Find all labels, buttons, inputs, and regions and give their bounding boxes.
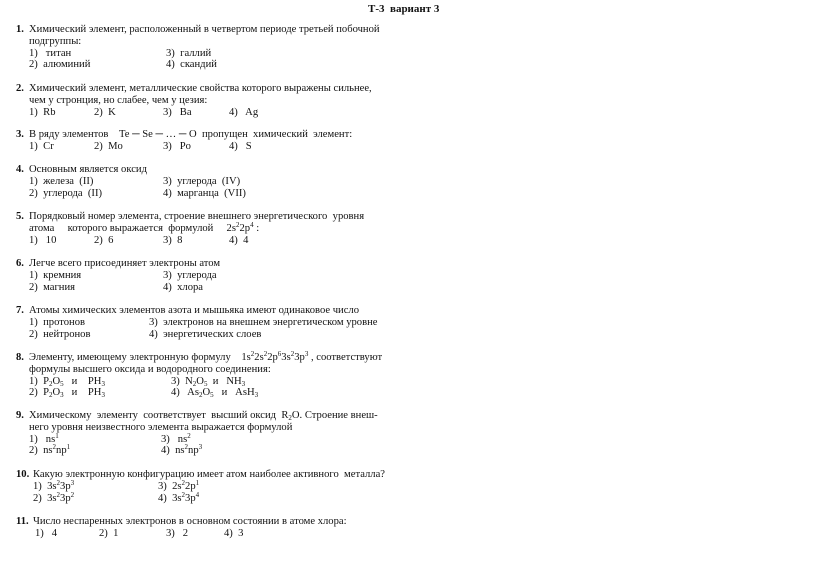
subscript: 2 bbox=[288, 414, 292, 422]
answer-option-4: 4) 3 bbox=[224, 527, 244, 539]
formula-part: 3) N bbox=[171, 375, 193, 387]
answer-option-4 bbox=[171, 387, 258, 400]
formula-part: 1) P bbox=[29, 375, 50, 387]
question-number: 9. bbox=[16, 410, 24, 421]
formula-part: O bbox=[202, 387, 211, 399]
formula-part: 2) ns bbox=[29, 445, 53, 457]
subscript: 5 bbox=[203, 379, 208, 388]
answer-option-4: 4) марганца (VII) bbox=[163, 187, 246, 199]
answer-option-2: 2) Mo bbox=[94, 140, 123, 152]
formula-part: 1) ns bbox=[29, 433, 56, 445]
subscript: 3 bbox=[60, 391, 64, 400]
question-11 bbox=[16, 516, 396, 540]
question-number: 5. bbox=[16, 211, 24, 222]
superscript: 2 bbox=[235, 220, 240, 229]
answer-option-4: 4) хлора bbox=[163, 281, 204, 293]
subscript: 2 bbox=[49, 379, 53, 388]
subscript: 5 bbox=[210, 391, 214, 400]
question-number: 7. bbox=[16, 305, 24, 316]
question-text: Какую электронную конфигурацию имеет атом наиболее активного металла? bbox=[33, 469, 385, 480]
answer-option-1: 1) Rb bbox=[29, 106, 56, 118]
formula-part: 2) 3s bbox=[33, 492, 57, 504]
answer-option-1: 1) 10 bbox=[29, 234, 57, 246]
formula-part: 3p bbox=[294, 352, 305, 363]
answer-option-1: 1) кремния bbox=[29, 269, 82, 281]
superscript: 3 bbox=[304, 350, 309, 358]
superscript: 2 bbox=[184, 443, 189, 452]
question-text: O. Строение внеш- bbox=[291, 410, 378, 421]
question-number: 6. bbox=[16, 258, 24, 269]
superscript: 1 bbox=[55, 431, 59, 440]
formula-part: 2s bbox=[254, 352, 264, 363]
question-text: Химический элемент, расположенный в четвертом периоде третьей побочной bbox=[29, 24, 380, 35]
superscript: 2 bbox=[250, 350, 255, 358]
answer-option-1: 1) протонов bbox=[29, 316, 85, 328]
question-number: 4. bbox=[16, 164, 24, 175]
answer-option-4: 4) 4 bbox=[229, 234, 249, 246]
question-number: 10. bbox=[16, 469, 30, 480]
formula-part: 4) As bbox=[171, 387, 199, 399]
formula-part: 2) P bbox=[29, 387, 50, 399]
subscript: 3 bbox=[101, 379, 105, 388]
formula-part: O bbox=[52, 387, 61, 399]
answer-option-2: 2) алюминий bbox=[29, 59, 91, 71]
answer-option-3: 3) электронов на внешнем энергетическом уровне bbox=[149, 316, 378, 328]
question-text: атома которого выражается формулой 2s bbox=[29, 222, 236, 234]
question-6 bbox=[16, 258, 396, 293]
formula-part: 4) 3s bbox=[158, 492, 182, 504]
answer-option-3: 3) углерода (IV) bbox=[163, 175, 241, 187]
formula-part: 2p bbox=[267, 352, 278, 363]
superscript: 4 bbox=[195, 490, 200, 499]
question-7 bbox=[16, 305, 396, 340]
formula-part: 1) 3s bbox=[33, 480, 57, 492]
question-text: формулы высшего оксида и водородного соединения: bbox=[29, 363, 271, 375]
question-text: Основным является оксид bbox=[29, 164, 147, 175]
formula-part: 3) 2s bbox=[158, 480, 182, 492]
question-text: Химический элемент, металлические свойства которого выражены сильнее, bbox=[29, 83, 372, 94]
superscript: 1 bbox=[66, 443, 71, 452]
answer-option-1: 1) Cr bbox=[29, 140, 54, 152]
superscript: 2 bbox=[70, 490, 75, 499]
superscript: 2 bbox=[263, 350, 268, 358]
question-text: Легче всего присоединяет электроны атом bbox=[29, 258, 221, 269]
question-1 bbox=[16, 24, 396, 71]
subscript: 3 bbox=[241, 379, 246, 388]
answer-option-1: 1) железа (II) bbox=[29, 175, 94, 187]
question-8 bbox=[16, 352, 396, 399]
answer-option-3: 3) углерода bbox=[163, 269, 217, 281]
question-number: 11. bbox=[16, 516, 29, 527]
subscript: 5 bbox=[60, 379, 64, 388]
superscript: 6 bbox=[277, 350, 282, 358]
question-number: 8. bbox=[16, 352, 24, 363]
formula-part: O bbox=[196, 375, 204, 387]
formula-part: 2p bbox=[185, 480, 196, 492]
question-text: Химическому элементу соответствует высший оксид R bbox=[29, 410, 289, 421]
superscript: 3 bbox=[70, 478, 75, 487]
superscript: 3 bbox=[198, 443, 203, 452]
superscript: 1 bbox=[195, 478, 200, 487]
superscript: 2 bbox=[181, 490, 186, 499]
formula-part: и NH bbox=[207, 375, 242, 387]
question-number: 1. bbox=[16, 24, 24, 35]
question-text: Элементу, имеющему электронную формулу 1s bbox=[29, 352, 251, 363]
question-10 bbox=[16, 469, 396, 504]
answer-option-3: 3) Po bbox=[163, 140, 191, 152]
answer-option-4 bbox=[158, 490, 200, 506]
question-text: , соответствуют bbox=[308, 352, 383, 363]
formula-part: и PH bbox=[63, 375, 102, 387]
superscript: 2 bbox=[56, 478, 61, 487]
superscript: 2 bbox=[52, 443, 57, 452]
formula-part: и PH bbox=[63, 387, 102, 399]
subscript: 3 bbox=[254, 391, 259, 400]
question-3 bbox=[16, 129, 396, 153]
page-title: Т-3 вариант 3 bbox=[368, 3, 440, 15]
formula-part: 3p bbox=[60, 480, 71, 492]
superscript: 2 bbox=[187, 431, 191, 440]
formula-part: 4) ns bbox=[161, 445, 185, 457]
question-number: 3. bbox=[16, 129, 24, 140]
answer-option-3: 3) 8 bbox=[163, 234, 183, 246]
question-text: подгруппы: bbox=[29, 35, 82, 47]
question-2 bbox=[16, 83, 396, 118]
answer-option-2: 2) углерода (II) bbox=[29, 187, 103, 199]
answer-option-2: 2) 6 bbox=[94, 234, 114, 246]
formula-part: 3) ns bbox=[161, 433, 188, 445]
answer-option-2: 2) магния bbox=[29, 281, 76, 293]
answer-option-2: 2) 1 bbox=[99, 527, 119, 539]
answer-option-4: 4) энергетических слоев bbox=[149, 328, 262, 340]
formula-part: : bbox=[253, 222, 260, 234]
formula-part: и AsH bbox=[213, 387, 255, 399]
formula-part: np bbox=[56, 445, 67, 457]
subscript: 2 bbox=[49, 391, 53, 400]
superscript: 4 bbox=[250, 220, 254, 229]
answer-option-2 bbox=[29, 445, 70, 458]
question-text: чем у стронция, но слабее, чем у цезия: bbox=[29, 94, 208, 106]
answer-option-1: 1) титан bbox=[29, 47, 72, 59]
answer-option-4 bbox=[161, 445, 202, 458]
answer-option-2 bbox=[33, 490, 75, 506]
superscript: 2 bbox=[290, 350, 295, 358]
answer-option-3: 3) Ba bbox=[163, 106, 192, 118]
superscript: 2 bbox=[181, 478, 186, 487]
answer-option-4: 4) Ag bbox=[229, 106, 259, 118]
subscript: 2 bbox=[198, 391, 203, 400]
question-text: В ряду элементов Te ─ Se ─ … ─ O пропущен химический элемент: bbox=[29, 129, 353, 140]
answer-option-3: 3) галлий bbox=[166, 47, 212, 59]
question-text: него уровня неизвестного элемента выражается формулой bbox=[29, 421, 293, 433]
question-text: Число неспаренных электронов в основном состоянии в атоме хлора: bbox=[33, 516, 347, 527]
answer-option-1: 1) 4 bbox=[35, 527, 58, 539]
formula-part: 2p bbox=[239, 222, 251, 234]
subscript: 3 bbox=[101, 391, 105, 400]
answer-option-2 bbox=[29, 387, 105, 400]
answer-option-3: 3) 2 bbox=[166, 527, 189, 539]
answer-option-2: 2) нейтронов bbox=[29, 328, 91, 340]
question-number: 2. bbox=[16, 83, 24, 94]
subscript: 2 bbox=[192, 379, 197, 388]
formula-part: np bbox=[188, 445, 199, 457]
formula-part: 3s bbox=[281, 352, 291, 363]
answer-option-4: 4) S bbox=[229, 140, 252, 152]
answer-option-4: 4) скандий bbox=[166, 59, 217, 71]
question-5 bbox=[16, 211, 396, 246]
question-9 bbox=[16, 410, 396, 457]
formula-part: 3p bbox=[60, 492, 71, 504]
question-text: Атомы химических элементов азота и мышьяка имеют одинаковое число bbox=[29, 305, 360, 316]
formula-part: O bbox=[52, 375, 61, 387]
superscript: 2 bbox=[56, 490, 61, 499]
question-text: Порядковый номер элемента, строение внешнего энергетического уровня bbox=[29, 211, 365, 222]
question-4 bbox=[16, 164, 396, 199]
formula-part: 3p bbox=[185, 492, 196, 504]
answer-option-2: 2) K bbox=[94, 106, 116, 118]
